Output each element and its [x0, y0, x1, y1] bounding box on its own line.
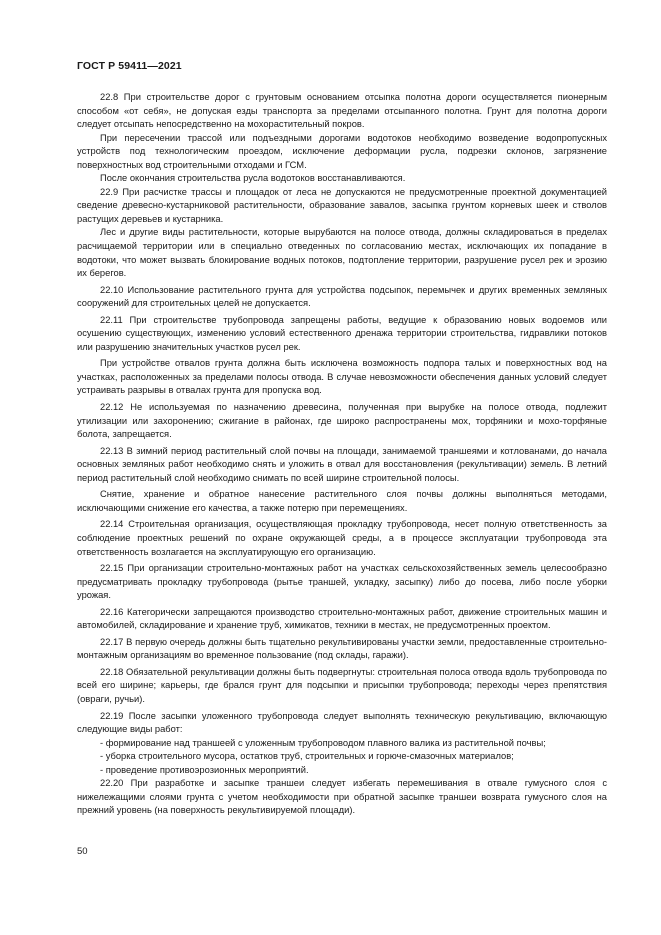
paragraph: При пересечении трассой или подъездными дорогами водотоков необходимо возведение водопропускных устройств под технологическим проездом, исключение деформации русла, подрезки склонов, загрязнение поверхностных вод строительными отходами и ГСМ. [77, 132, 607, 170]
paragraph-22-18: 22.18 Обязательной рекультивации должны быть подвергнуты: строительная полоса отвода вдоль трубопровода по всей его ширине; карьеры, где брался грунт для подсыпки и присыпки трубопровода; переходы через препятствия (овраги, ручьи). [77, 666, 607, 704]
paragraph-22-11: 22.11 При строительстве трубопровода запрещены работы, ведущие к образованию новых водоемов или осушению существующих, изменению условий естественного дренажа территории строительства, гидравлики потоков или разрушению значительных участков русел рек. [77, 314, 607, 352]
document-body [77, 91, 607, 818]
list-item: - уборка строительного мусора, остатков труб, строительных и горюче-смазочных материалов; [100, 751, 514, 762]
list-item: - формирование над траншеей с уложенным трубопроводом плавного валика из растительной почвы; [100, 737, 546, 748]
paragraph: При устройстве отвалов грунта должна быть исключена возможность подпора талых и поверхностных вод на участках, расположенных за пределами полосы отвода. В случае невозможности обеспечения данных условий следует устраивать разрывы в отвалах грунта для пропуска вод. [77, 358, 607, 396]
page-number: 50 [77, 846, 88, 857]
paragraph: Снятие, хранение и обратное нанесение растительного слоя почвы должны выполняться методами, исключающими снижение его качества, а также потерю при перемещениях. [77, 489, 607, 513]
paragraph-22-13: 22.13 В зимний период растительный слой почвы на площади, занимаемой траншеями и котлованами, до начала основных земляных работ необходимо снять и уложить в отвал для восстановления (рекультивации) земель. В летний период растительный слой необходимо снимать по всей ширине строительной полосы. [77, 445, 607, 483]
paragraph-22-19: 22.19 После засыпки уложенного трубопровода следует выполнять техническую рекультивацию, включающую следующие виды работ: [77, 710, 607, 735]
paragraph: После окончания строительства русла водотоков восстанавливаются. [100, 173, 406, 184]
paragraph: Лес и другие виды растительности, которые вырубаются на полосе отвода, должны складироваться в пределах расчищаемой территории или в специально отведенных по согласованию местах, исключающих их попадание в водотоки, что может вызвать блокирование водных потоков, подтопление территории, разрушение русел рек и эрозию их берегов. [77, 227, 607, 279]
paragraph-22-12: 22.12 Не используемая по назначению древесина, полученная при вырубке на полосе отвода, подлежит утилизации или захоронению; сжигание в районах, где широко распространены мох, торфяники и мохо-торфяные болота, запрещается. [77, 402, 607, 440]
paragraph-22-16: 22.16 Категорически запрещаются производство строительно-монтажных работ, движение строительных машин и автомобилей, складирование и хранение труб, химикатов, техники в местах, не предусмотренных проектом. [77, 606, 607, 631]
paragraph-22-20: 22.20 При разработке и засыпке траншеи следует избегать перемешивания в отвале гумусного слоя с нижележащими слоями грунта с учетом необходимости при обратной засыпке траншеи возврата гумусного слоя на прежний уровень (на поверхность рекультивируемой площади). [77, 778, 607, 816]
paragraph-22-8: 22.8 При строительстве дорог с грунтовым основанием отсыпка полотна дороги осуществляется пионерным способом «от себя», не допуская езды транспорта за пределами отсыпанного полотна. Грунт для полотна дороги следует отсыпать непосредственно на мохорастительный покров. [77, 92, 607, 130]
paragraph-22-14: 22.14 Строительная организация, осуществляющая прокладку трубопровода, несет полную ответственность за соблюдение проектных решений по охране окружающей среды, а в процессе эксплуатации трубопровода эта ответственность возлагается на эксплуатирующую его организацию. [77, 519, 607, 557]
paragraph-22-15: 22.15 При организации строительно-монтажных работ на участках сельскохозяйственных земель целесообразно предусматривать прокладку трубопровода (рытье траншей, укладку, засыпку) либо до посева, либо после уборки урожая. [77, 563, 607, 601]
paragraph-22-17: 22.17 В первую очередь должны быть тщательно рекультивированы участки земли, предоставленные строительно-монтажным организациям во временное пользование (под склады, гаражи). [77, 636, 607, 661]
paragraph-22-10: 22.10 Использование растительного грунта для устройства подсыпок, перемычек и других временных земляных сооружений для строительных целей не допускается. [77, 284, 607, 309]
document-code-header: ГОСТ Р 59411—2021 [77, 60, 182, 72]
paragraph-22-9: 22.9 При расчистке трассы и площадок от леса не допускаются не предусмотренные проектной документацией сведение древесно-кустарниковой растительности, образование завалов, засыпка грунтом корневых шеек и стволов растущих деревьев и кустарника. [77, 186, 607, 224]
list-item: - проведение противоэрозионных мероприятий. [100, 764, 309, 775]
